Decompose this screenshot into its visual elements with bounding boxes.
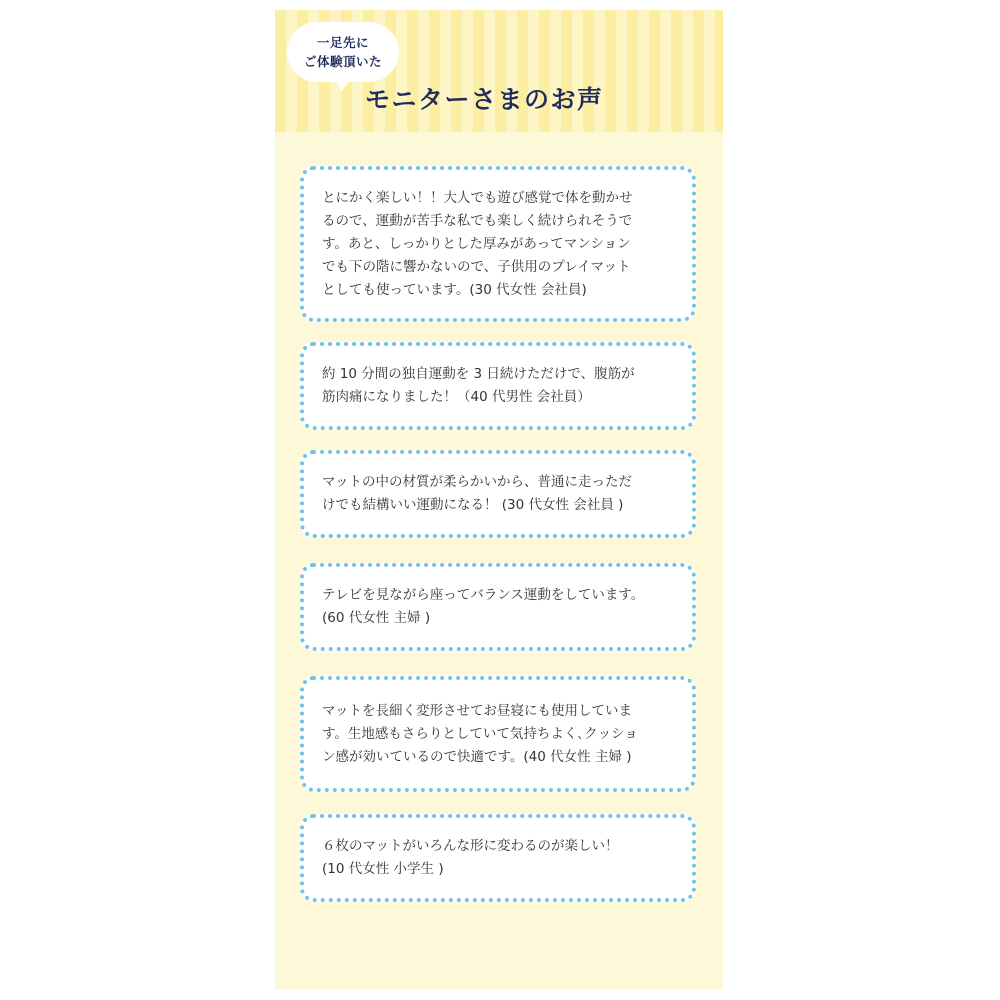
review-line: (10 代女性 小学生 ) (322, 861, 444, 877)
review-line: とにかく楽しい！！大人でも遊び感覚で体を動かせ (322, 189, 633, 206)
review-card-1 (300, 166, 696, 322)
review-card-2 (300, 342, 696, 430)
review-line: 約 10 分間の独自運動を 3 日続けただけで、腹筋が (322, 366, 635, 382)
review-line: テレビを見ながら座ってバランス運動をしています。 (322, 587, 645, 603)
review-line: (60 代女性 主婦 ) (322, 610, 431, 626)
review-line: けでも結構いい運動になる！ (30 代女性 会社員 ) (322, 497, 624, 513)
review-line: ン感が効いているので快適です。(40 代女性 主婦 ) (322, 748, 632, 765)
review-line: マットを長細く変形させてお昼寝にも使用していま (322, 702, 632, 719)
review-line: マットの中の材質が柔らかいから、普通に走っただ (322, 474, 632, 490)
review-card-3 (300, 450, 696, 538)
review-line: す。生地感もさらりとしていて気持ちよく､クッショ (322, 725, 638, 742)
review-card-5 (300, 676, 696, 792)
review-card-6 (300, 814, 696, 902)
review-line: す。あと、しっかりとした厚みがあってマンション (322, 235, 631, 252)
testimonial-panel (275, 10, 723, 990)
review-line: るので、運動が苦手な私でも楽しく続けられそうで (322, 212, 633, 229)
speech-bubble-tail (335, 76, 353, 92)
bubble-line-2: ご体験頂いた (303, 54, 382, 69)
bubble-line-1: 一足先に (316, 35, 369, 50)
review-line: ６枚のマットがいろんな形に変わるのが楽しい！ (322, 838, 619, 854)
striped-header (275, 10, 723, 132)
review-line: としても使っています。(30 代女性 会社員) (322, 281, 587, 298)
review-card-4 (300, 563, 696, 651)
speech-bubble (287, 22, 399, 82)
review-line: でも下の階に響かないので、子供用のプレイマット (322, 258, 631, 275)
section-title: モニターさまのお声 (365, 85, 604, 114)
review-line: 筋肉痛になりました！（40 代男性 会社員） (322, 389, 591, 405)
